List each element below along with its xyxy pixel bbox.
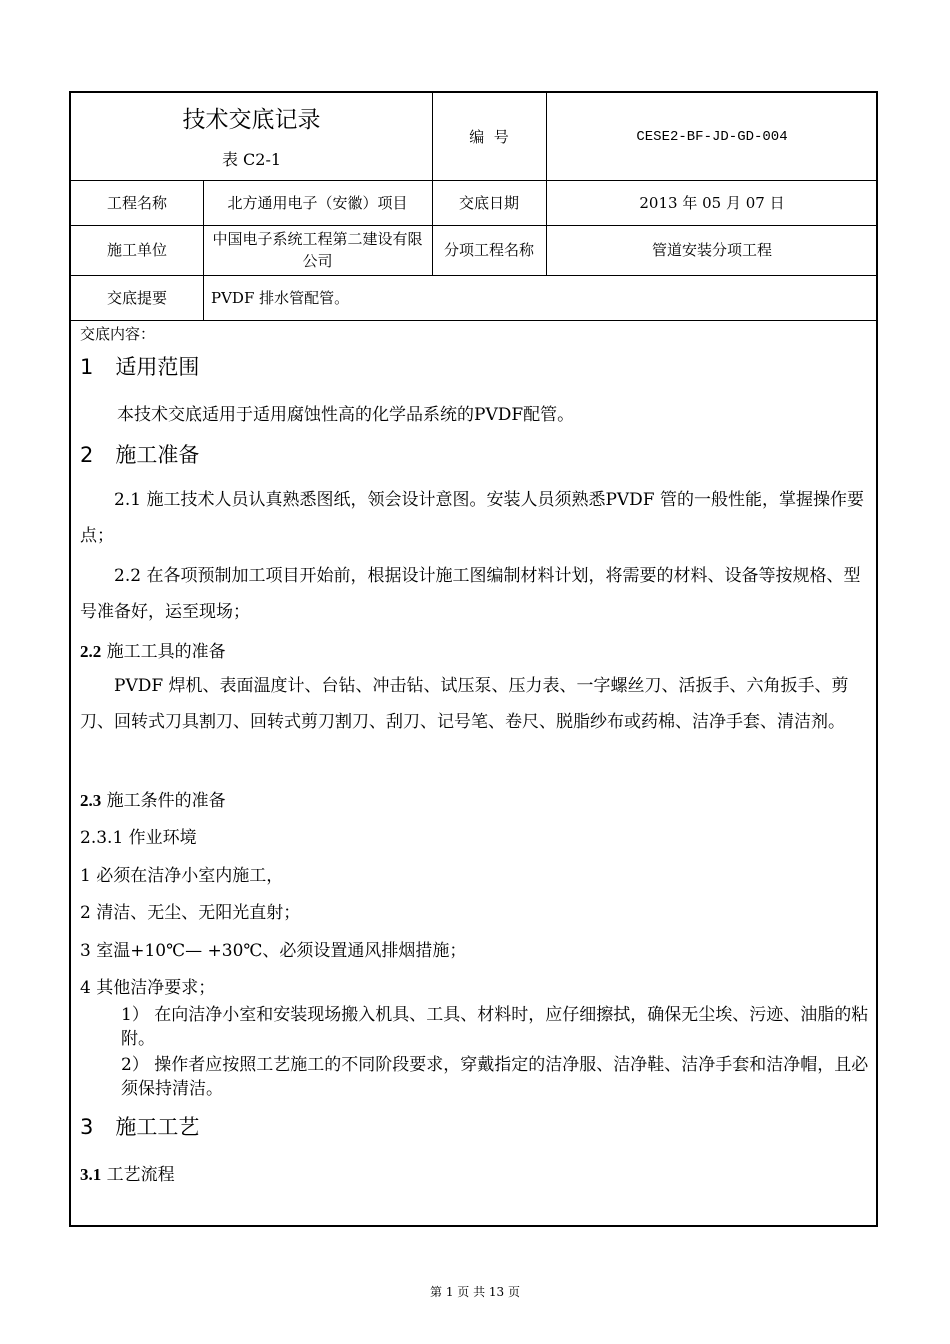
env-item-1: 1 必须在洁净小室内施工， xyxy=(80,866,284,886)
section-1-heading xyxy=(80,351,199,381)
summary-value: PVDF 排水管配管。 xyxy=(211,288,350,307)
form-title: 技术交底记录 xyxy=(182,107,321,133)
subheading-text: 工艺流程 xyxy=(106,1165,175,1185)
date-label: 交底日期 xyxy=(458,193,519,212)
project-value: 北方通用电子（安徽）项目 xyxy=(227,193,408,212)
number-label: 编 号 xyxy=(469,127,509,146)
form-number: 表 C2-1 xyxy=(221,150,282,169)
paragraph-2-1: 2.1 施工技术人员认真熟悉图纸，领会设计意图。安装人员须熟悉PVDF 管的一般性能，掌握操作要点； xyxy=(80,490,864,546)
env-item-4: 4 其他洁净要求； xyxy=(80,978,216,998)
work-environment: 2.3.1 作业环境 xyxy=(80,828,197,848)
section-number: 1 xyxy=(80,355,94,379)
subproject-value: 管道安装分项工程 xyxy=(651,241,772,259)
row-divider xyxy=(71,320,876,321)
summary-label: 交底提要 xyxy=(106,288,167,307)
scope-paragraph: 本技术交底适用于适用腐蚀性高的化学品系统的PVDF配管。 xyxy=(117,405,575,425)
clean-requirement-1: 1） 在向洁净小室和安装现场搬入机具、工具、材料时，应仔细擦拭，确保无尘埃、污迹、油脂的粘附。 xyxy=(121,1005,869,1049)
section-number: 3 xyxy=(80,1115,94,1139)
unit-label: 施工单位 xyxy=(106,241,167,259)
env-item-2: 2 清洁、无尘、无阳光直射； xyxy=(80,903,301,923)
clean-requirement-2: 2） 操作者应按照工艺施工的不同阶段要求，穿戴指定的洁净服、洁净鞋、洁净手套和洁净帽，且必须保持清洁。 xyxy=(121,1055,869,1099)
subheading-2-2 xyxy=(80,637,226,662)
section-number: 2 xyxy=(80,443,94,467)
tools-paragraph: PVDF 焊机、表面温度计、台钻、冲击钻、试压泵、压力表、一字螺丝刀、活扳手、六角扳手、剪刀、回转式刀具割刀、回转式剪刀割刀、刮刀、记号笔、卷尺、脱脂纱布或药棉、洁净手套、清洁剂。 xyxy=(80,676,849,732)
page-footer: 第 1 页 共 13 页 xyxy=(430,1285,520,1299)
subheading-number: 2.3 xyxy=(80,791,102,810)
paragraph-2-2: 2.2 在各项预制加工项目开始前，根据设计施工图编制材料计划，将需要的材料、设备等按规格、型号准备好，运至现场； xyxy=(80,566,861,622)
date-value: 2013 年 05 月 07 日 xyxy=(639,193,785,212)
section-title: 施工工艺 xyxy=(115,1115,200,1139)
subheading-number: 3.1 xyxy=(80,1165,102,1184)
section-title: 适用范围 xyxy=(115,355,200,379)
section-2-heading xyxy=(80,439,199,469)
subheading-3-1 xyxy=(80,1160,175,1185)
section-3-heading xyxy=(80,1111,199,1141)
subproject-label: 分项工程名称 xyxy=(443,241,534,259)
env-item-3: 3 室温+10℃— +30℃、必须设置通风排烟措施； xyxy=(80,941,467,961)
unit-value: 中国电子系统工程第二建设有限公司 xyxy=(212,230,423,270)
project-label: 工程名称 xyxy=(106,193,167,212)
number-value: CESE2-BF-JD-GD-004 xyxy=(636,128,788,145)
subheading-2-3 xyxy=(80,786,226,811)
subheading-text: 施工条件的准备 xyxy=(106,791,226,811)
subheading-number: 2.2 xyxy=(80,642,102,661)
subheading-text: 施工工具的准备 xyxy=(106,642,226,662)
content-intro: 交底内容： xyxy=(80,325,156,343)
section-title: 施工准备 xyxy=(115,443,200,467)
